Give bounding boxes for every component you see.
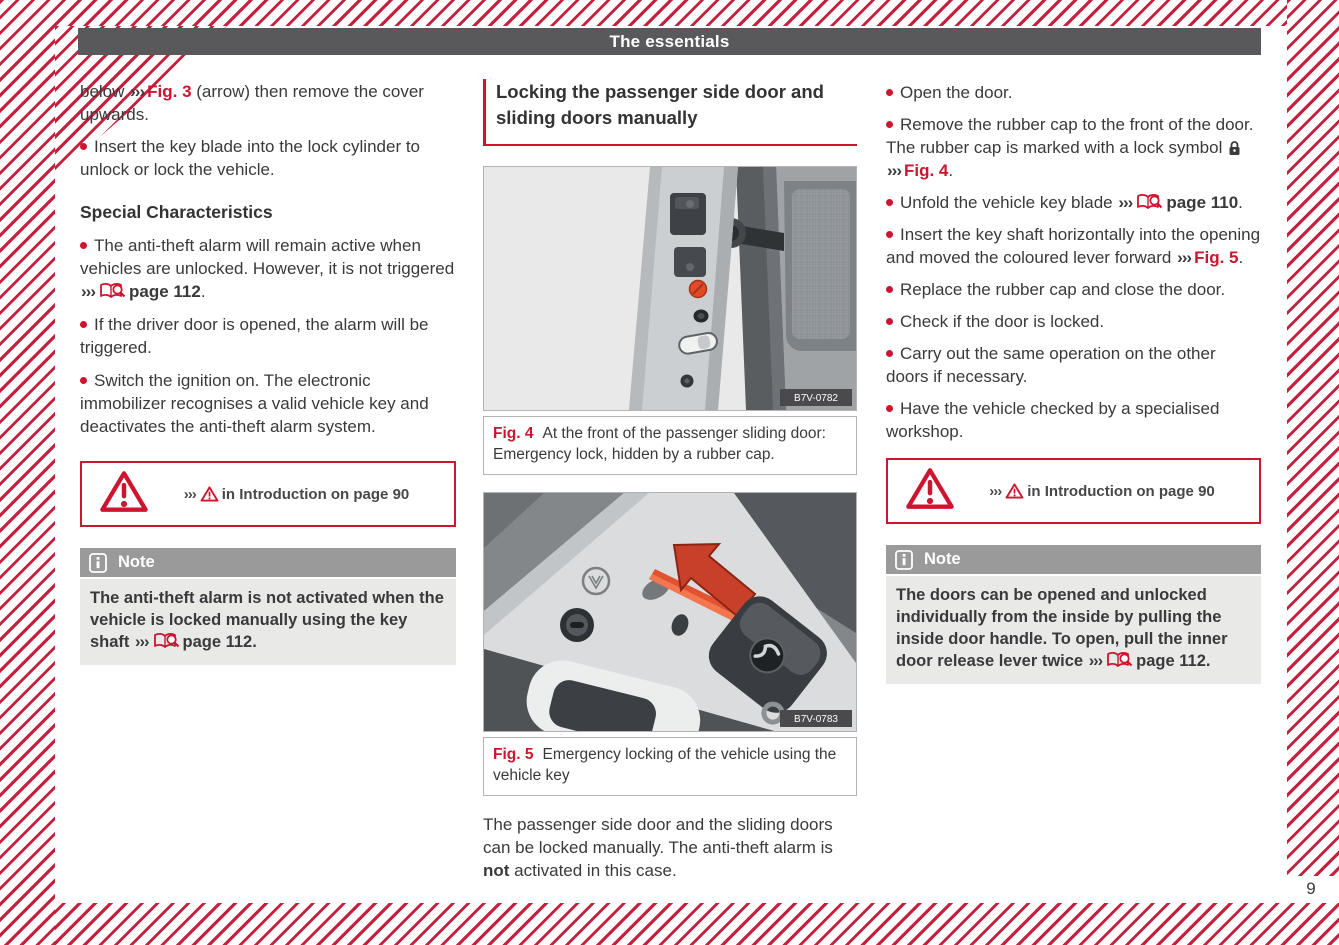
- section-heading: Locking the passenger side door and sliding doors manually: [483, 79, 857, 146]
- padlock-icon: [1228, 140, 1241, 156]
- door-hinge-illustration: [484, 167, 856, 410]
- bullet-text: Open the door.: [900, 83, 1013, 102]
- note-body: [80, 579, 456, 665]
- text-run: activated in this case.: [509, 861, 677, 880]
- bullet-icon: [80, 377, 87, 384]
- note-box: [886, 545, 1261, 684]
- figure-5-image: [483, 492, 857, 732]
- figure-4-label: Fig. 4: [493, 425, 534, 442]
- border-stripes-right: [1287, 0, 1339, 876]
- bullet-icon: [886, 121, 893, 128]
- bullet-icon: [886, 350, 893, 357]
- bullet-text: Check if the door is locked.: [900, 312, 1105, 331]
- book-with-magnifier-icon: [1136, 193, 1163, 211]
- note-box: [80, 548, 456, 665]
- bullet-item: [886, 191, 1261, 214]
- figure-4-code: B7V-0782: [794, 393, 838, 404]
- bullet-item: [80, 234, 456, 303]
- border-stripes-top: [0, 0, 1339, 26]
- chevrons: ›››: [989, 482, 1002, 500]
- chevrons: ›››: [1177, 248, 1192, 267]
- page-number: 9: [1306, 879, 1316, 898]
- text-run: .: [1205, 652, 1211, 670]
- bullet-item: [80, 313, 456, 359]
- bullet-item: [80, 135, 456, 181]
- chevrons: ›››: [130, 82, 145, 101]
- bullet-item: [886, 310, 1261, 333]
- warning-box: [80, 461, 456, 527]
- note-title: Note: [924, 550, 961, 568]
- figure-5: [483, 492, 857, 796]
- text-run: .: [1238, 193, 1243, 212]
- warning-triangle-icon: [98, 469, 150, 519]
- book-with-magnifier-icon: [153, 632, 180, 650]
- chevrons: ›››: [183, 485, 196, 503]
- bullet-item: [886, 278, 1261, 301]
- warning-triangle-small-icon: [200, 486, 219, 502]
- bullet-text: The anti-theft alarm will remain active when vehicles are unlocked. However, it is not triggered: [80, 236, 455, 278]
- figure-5-code: B7V-0783: [794, 714, 838, 725]
- page-reference[interactable]: page 112: [128, 282, 201, 301]
- bullet-text: Have the vehicle checked by a specialised workshop.: [886, 399, 1220, 441]
- bullet-text: Unfold the vehicle key blade: [900, 193, 1118, 212]
- figure-reference[interactable]: Fig. 3: [147, 82, 192, 101]
- text-run: .: [252, 633, 257, 651]
- figure-reference[interactable]: Fig. 4: [903, 161, 949, 180]
- figure-4: [483, 166, 857, 475]
- figure-5-caption: [483, 737, 857, 796]
- bullet-icon: [886, 231, 893, 238]
- text-run: .: [200, 282, 206, 301]
- figure-reference[interactable]: Fig. 5: [1194, 248, 1239, 267]
- bullet-text: Carry out the same operation on the other doors if necessary.: [886, 344, 1216, 386]
- bullet-icon: [886, 199, 893, 206]
- right-column: [886, 81, 1261, 684]
- warning-reference[interactable]: in Introduction on page 90: [1027, 482, 1215, 500]
- warning-reference[interactable]: in Introduction on page 90: [221, 485, 410, 503]
- bullet-icon: [80, 143, 87, 150]
- key-lock-illustration: [484, 493, 856, 731]
- bullet-text: Replace the rubber cap and close the door.: [900, 280, 1226, 299]
- caption-text: Emergency locking of the vehicle using the vehicle key: [493, 746, 837, 784]
- info-icon: [895, 550, 913, 570]
- note-header: [886, 545, 1261, 574]
- warning-box: [886, 458, 1261, 524]
- bullet-icon: [886, 405, 893, 412]
- paragraph-continuation: [80, 80, 456, 126]
- book-with-magnifier-icon: [1106, 651, 1133, 669]
- page-reference[interactable]: page 112: [1136, 652, 1206, 670]
- bullet-icon: [886, 89, 893, 96]
- note-body: [886, 576, 1261, 684]
- bullet-item: [886, 342, 1261, 388]
- border-stripes-left: [0, 0, 55, 945]
- warning-text: [150, 486, 442, 503]
- caption-text: At the front of the passenger sliding door: Emergency lock, hidden by a rubber cap.: [493, 425, 826, 463]
- bullet-item: [886, 223, 1261, 269]
- note-text: The doors can be opened and unlocked individually from the inside by pulling the inside door handle. To open, pull the inner door release lever twice: [896, 586, 1228, 670]
- bullet-icon: [886, 286, 893, 293]
- bullet-text: Insert the key blade into the lock cylinder to unlock or lock the vehicle.: [80, 137, 421, 179]
- warning-text: [956, 483, 1247, 500]
- bullet-text: Insert the key shaft horizontally into the opening and moved the coloured lever forward: [886, 225, 1261, 267]
- bullet-icon: [80, 321, 87, 328]
- chevrons: ›››: [81, 282, 95, 301]
- text-run: (arrow) then remove the cover upwards.: [80, 82, 424, 124]
- chevrons: ›››: [135, 633, 149, 651]
- left-column: [80, 80, 456, 665]
- book-with-magnifier-icon: [99, 282, 126, 300]
- bullet-icon: [886, 318, 893, 325]
- chevrons: ›››: [887, 161, 901, 180]
- text-run: .: [948, 161, 954, 180]
- figure-4-image: [483, 166, 857, 411]
- warning-triangle-icon: [904, 466, 956, 516]
- page-reference[interactable]: page 112: [182, 633, 253, 651]
- emphasized-text: not: [483, 861, 510, 880]
- bullet-text: Remove the rubber cap to the front of the door. The rubber cap is marked with a lock symbol: [886, 115, 1254, 157]
- page-reference[interactable]: page 110: [1166, 193, 1239, 212]
- warning-triangle-small-icon: [1005, 483, 1024, 499]
- border-stripes-bottom: [0, 903, 1339, 945]
- bullet-item: [80, 369, 456, 438]
- info-icon: [89, 553, 107, 573]
- closing-paragraph: [483, 813, 857, 882]
- bullet-item: [886, 113, 1261, 182]
- bullet-icon: [80, 242, 87, 249]
- note-title: Note: [118, 553, 155, 571]
- bullet-item: [886, 81, 1261, 104]
- bullet-text: Switch the ignition on. The electronic immobilizer recognises a valid vehicle key and deactivates the anti-theft alarm system.: [80, 371, 429, 436]
- middle-column: [483, 79, 857, 891]
- section-subheading: Special Characteristics: [80, 202, 273, 222]
- text-run: below: [80, 82, 130, 101]
- bullet-item: [886, 397, 1261, 443]
- chevrons: ›››: [1088, 652, 1103, 670]
- page-header: The essentials: [78, 28, 1261, 55]
- figure-4-caption: [483, 416, 857, 475]
- note-text: The anti-theft alarm is not activated when the vehicle is locked manually using the key shaft: [90, 589, 444, 651]
- figure-5-label: Fig. 5: [493, 746, 534, 763]
- chevrons: ›››: [1118, 193, 1133, 212]
- bullet-text: If the driver door is opened, the alarm will be triggered.: [80, 315, 429, 357]
- text-run: The passenger side door and the sliding doors can be locked manually. The anti-theft alarm is: [483, 815, 833, 857]
- text-run: .: [1238, 248, 1244, 267]
- note-header: [80, 548, 456, 577]
